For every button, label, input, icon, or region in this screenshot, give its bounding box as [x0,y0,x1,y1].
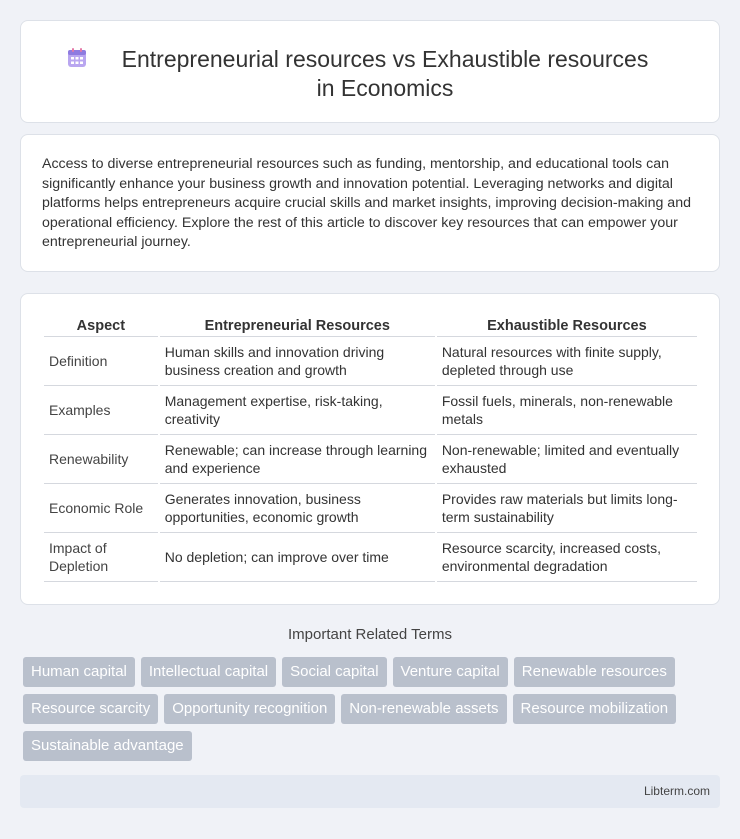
footer-site-link[interactable]: Libterm.com [643,784,710,798]
comparison-table [42,316,699,582]
row-aspect: Definition [44,337,158,386]
footer [20,775,720,808]
row-aspect: Examples [44,386,158,435]
table-row [44,386,697,435]
intro-card [20,134,720,272]
intro-paragraph: Access to diverse entrepreneurial resources such as funding, mentorship, and educational tools can significantly enhance your business growth and innovation potential. Leveraging networks and digital platforms helps entrepreneurs acquire crucial skills and market insights, improving decision-making and operational efficiency. Explore the rest of this article to discover key resources that can empower your entrepreneurial journey. [42,156,691,251]
tag-resource-scarcity[interactable]: Resource scarcity [23,694,158,724]
header-exhaustible: Exhaustible Resources [437,316,697,337]
table-row [44,484,697,533]
tag-human-capital[interactable]: Human capital [23,657,135,687]
row-exhaustible: Resource scarcity, increased costs, environmental degradation [437,533,697,582]
row-aspect: Renewability [44,435,158,484]
row-exhaustible: Fossil fuels, minerals, non-renewable metals [437,386,697,435]
tag-intellectual-capital[interactable]: Intellectual capital [141,657,276,687]
row-entrepreneurial: No depletion; can improve over time [160,533,435,582]
title-card [20,20,720,123]
comparison-card [20,293,720,605]
header-aspect: Aspect [44,316,158,337]
table-row [44,337,697,386]
tag-opportunity-recognition[interactable]: Opportunity recognition [164,694,335,724]
row-exhaustible: Non-renewable; limited and eventually exhausted [437,435,697,484]
table-header-row [44,316,697,337]
tag-non-renewable-assets[interactable]: Non-renewable assets [341,694,506,724]
row-entrepreneurial: Renewable; can increase through learning and experience [160,435,435,484]
tag-sustainable-advantage[interactable]: Sustainable advantage [23,731,192,761]
row-entrepreneurial: Management expertise, risk-taking, creativity [160,386,435,435]
tag-resource-mobilization[interactable]: Resource mobilization [513,694,677,724]
row-entrepreneurial: Human skills and innovation driving business creation and growth [160,337,435,386]
row-aspect: Impact of Depletion [44,533,158,582]
page-title: Entrepreneurial resources vs Exhaustible resources in Economics [121,46,649,101]
row-exhaustible: Natural resources with finite supply, depleted through use [437,337,697,386]
tag-social-capital[interactable]: Social capital [282,657,386,687]
related-terms-heading: Important Related Terms [288,626,452,643]
related-terms-list [23,657,723,761]
row-exhaustible: Provides raw materials but limits long-term sustainability [437,484,697,533]
header-entrepreneurial: Entrepreneurial Resources [160,316,435,337]
table-row [44,435,697,484]
row-entrepreneurial: Generates innovation, business opportunities, economic growth [160,484,435,533]
table-row [44,533,697,582]
row-aspect: Economic Role [44,484,158,533]
tag-renewable-resources[interactable]: Renewable resources [514,657,675,687]
tag-venture-capital[interactable]: Venture capital [393,657,508,687]
